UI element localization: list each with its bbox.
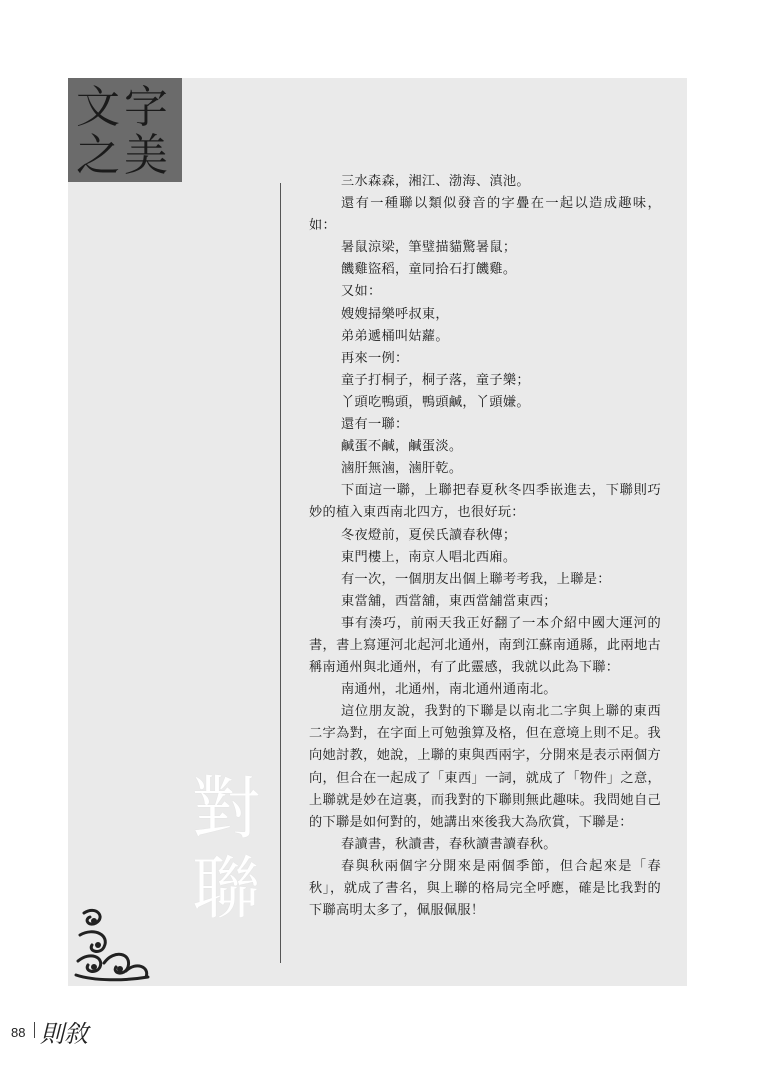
paragraph: 有一次，一個朋友出個上聯考考我，上聯是：: [341, 571, 611, 587]
paragraph: 丫頭吃鴨頭，鴨頭鹹，丫頭嫌。: [341, 394, 530, 410]
paragraph: 嫂嫂掃樂呼叔東，: [341, 306, 449, 322]
footer-divider: [34, 1022, 35, 1038]
paragraph: 南通州，北通州，南北通州通南北。: [341, 682, 557, 698]
section-title-char: 文: [76, 82, 120, 133]
decorative-char: 對: [192, 770, 261, 849]
section-title-char: 之: [76, 130, 120, 181]
paragraph: 冬夜燈前，夏侯氏讀春秋傳；: [341, 527, 517, 543]
paragraph: 春與秋兩個字分開來是兩個季節，但合起來是「春秋」，就成了書名，與上聯的格局完全呼應，確是比我對的下聯高明太多了，佩服佩服！: [309, 858, 661, 919]
section-title-char: 字: [124, 82, 168, 133]
paragraph: 弟弟遞桶叫姑蘿。: [341, 328, 449, 344]
paragraph: 東當舖，西當舖，東西當舖當東西；: [341, 593, 557, 609]
paragraph: 滷肝無滷，滷肝乾。: [341, 461, 463, 477]
article-body: [309, 171, 661, 922]
paragraph: 還有一種聯以類似發音的字疊在一起以造成趣味，如：: [309, 196, 661, 234]
paragraph: 事有湊巧，前兩天我正好翻了一本介紹中國大運河的書，書上寫運河北起河北通州，南到江蘇南通縣，此兩地古稱南通州與北通州，有了此靈感，我就以此為下聯：: [309, 615, 661, 676]
paragraph: 又如：: [341, 284, 382, 300]
decorative-title: [192, 770, 262, 930]
paragraph: 饑雞盜稻，童同拾石打饑雞。: [341, 262, 517, 278]
paragraph: 這位朋友說，我對的下聯是以南北二字與上聯的東西二字為對，在字面上可勉強算及格，但在意境上則不足。我向她討教，她說，上聯的東與西兩字，分開來是表示兩個方向，但合在一起成了「東西」一詞，就成了「物件」之意，上聯就是妙在這裏，而我對的下聯則無此趣味。我問她自己的下聯是如何對的，她講出來後我大為欣賞，下聯是：: [309, 704, 661, 830]
paragraph: 鹹蛋不鹹，鹹蛋淡。: [341, 439, 463, 455]
paragraph: 東門樓上，南京人唱北西廂。: [341, 549, 517, 565]
paragraph: 再來一例：: [341, 350, 409, 366]
paragraph: 春讀書，秋讀書，春秋讀書讀春秋。: [341, 836, 557, 852]
column-divider: [280, 183, 281, 963]
magazine-logo: 則敘: [40, 1020, 88, 1048]
swirl-ornament-icon: [74, 905, 154, 983]
paragraph: 下面這一聯，上聯把春夏秋冬四季嵌進去，下聯則巧妙的植入東西南北四方，也很好玩：: [309, 483, 661, 521]
paragraph: 暑鼠涼梁，筆璧描貓驚暑鼠；: [341, 240, 517, 256]
paragraph: 三水森森，湘江、渤海、滇池。: [341, 174, 530, 189]
decorative-char: 聯: [192, 850, 261, 929]
paragraph: 還有一聯：: [341, 417, 409, 433]
paragraph: 童子打桐子，桐子落，童子樂；: [341, 372, 530, 388]
page-number: 88: [11, 1025, 26, 1040]
section-title-char: 美: [124, 130, 168, 181]
